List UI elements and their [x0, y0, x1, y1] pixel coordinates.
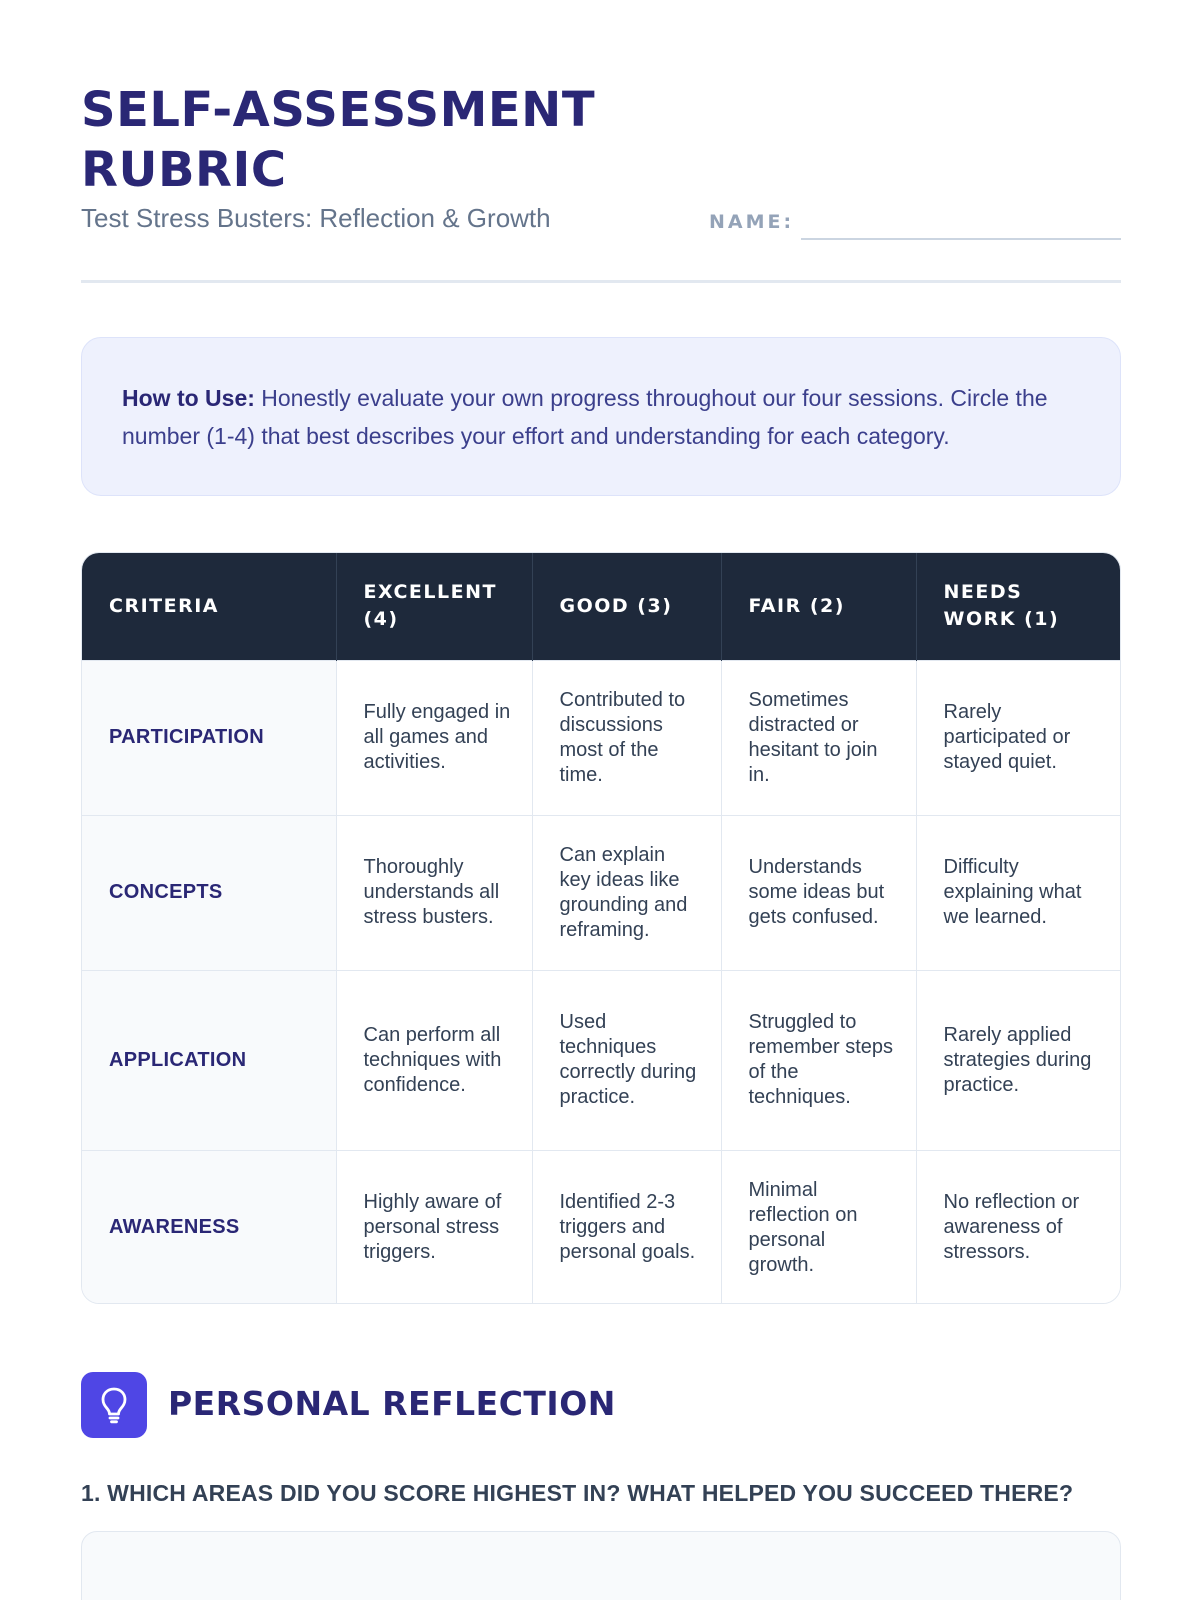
rubric-cell: Contributed to discussions most of the time. [532, 660, 721, 815]
criteria-cell: AWARENESS [82, 1150, 336, 1304]
rubric-cell: Highly aware of personal stress triggers. [336, 1150, 532, 1304]
column-header-criteria: CRITERIA [82, 553, 336, 660]
criteria-cell: PARTICIPATION [82, 660, 336, 815]
rubric-cell: Thoroughly understands all stress busters. [336, 815, 532, 970]
table-row [82, 815, 1121, 970]
rubric-cell: Rarely applied strategies during practice. [916, 970, 1121, 1150]
column-header-excellent: EXCELLENT (4) [336, 553, 532, 660]
criteria-cell: APPLICATION [82, 970, 336, 1150]
rubric-cell: Struggled to remember steps of the techniques. [721, 970, 916, 1150]
reflection-answer-box[interactable] [81, 1531, 1121, 1600]
column-header-needs-work: NEEDS WORK (1) [916, 553, 1121, 660]
rubric-cell: Minimal reflection on personal growth. [721, 1150, 916, 1304]
rubric-cell: Understands some ideas but gets confused. [721, 815, 916, 970]
reflection-question-1: 1. WHICH AREAS DID YOU SCORE HIGHEST IN? WHAT HELPED YOU SUCCEED THERE? [81, 1480, 1074, 1506]
rubric-header-row [82, 553, 1121, 660]
name-label: NAME: [709, 211, 795, 233]
table-row [82, 970, 1121, 1150]
rubric-cell: Used techniques correctly during practice. [532, 970, 721, 1150]
rubric-cell: Rarely participated or stayed quiet. [916, 660, 1121, 815]
rubric-cell: Fully engaged in all games and activities. [336, 660, 532, 815]
how-to-use-callout [81, 337, 1121, 496]
rubric-cell: Sometimes distracted or hesitant to join in. [721, 660, 916, 815]
rubric-cell: Can perform all techniques with confidence. [336, 970, 532, 1150]
how-to-use-text [122, 379, 1080, 455]
rubric-table [81, 552, 1121, 1304]
table-row [82, 660, 1121, 815]
page-title: SELF-ASSESSMENT RUBRIC [81, 82, 596, 198]
rubric-cell: Identified 2-3 triggers and personal goals. [532, 1150, 721, 1304]
column-header-good: GOOD (3) [532, 553, 721, 660]
rubric-cell: Difficulty explaining what we learned. [916, 815, 1121, 970]
table-row [82, 1150, 1121, 1304]
header-divider [81, 280, 1121, 283]
rubric-cell: Can explain key ideas like grounding and reframing. [532, 815, 721, 970]
rubric-cell: No reflection or awareness of stressors. [916, 1150, 1121, 1304]
page-subtitle: Test Stress Busters: Reflection & Growth [81, 203, 551, 233]
how-to-use-label: How to Use: [122, 384, 255, 411]
column-header-fair: FAIR (2) [721, 553, 916, 660]
criteria-cell: CONCEPTS [82, 815, 336, 970]
reflection-title: PERSONAL REFLECTION [168, 1384, 616, 1423]
how-to-use-body: Honestly evaluate your own progress throughout our four sessions. Circle the number (1-4) that best describes your effort and understanding for each category. [122, 384, 1048, 449]
lightbulb-icon [81, 1372, 147, 1438]
name-field[interactable] [801, 238, 1121, 240]
